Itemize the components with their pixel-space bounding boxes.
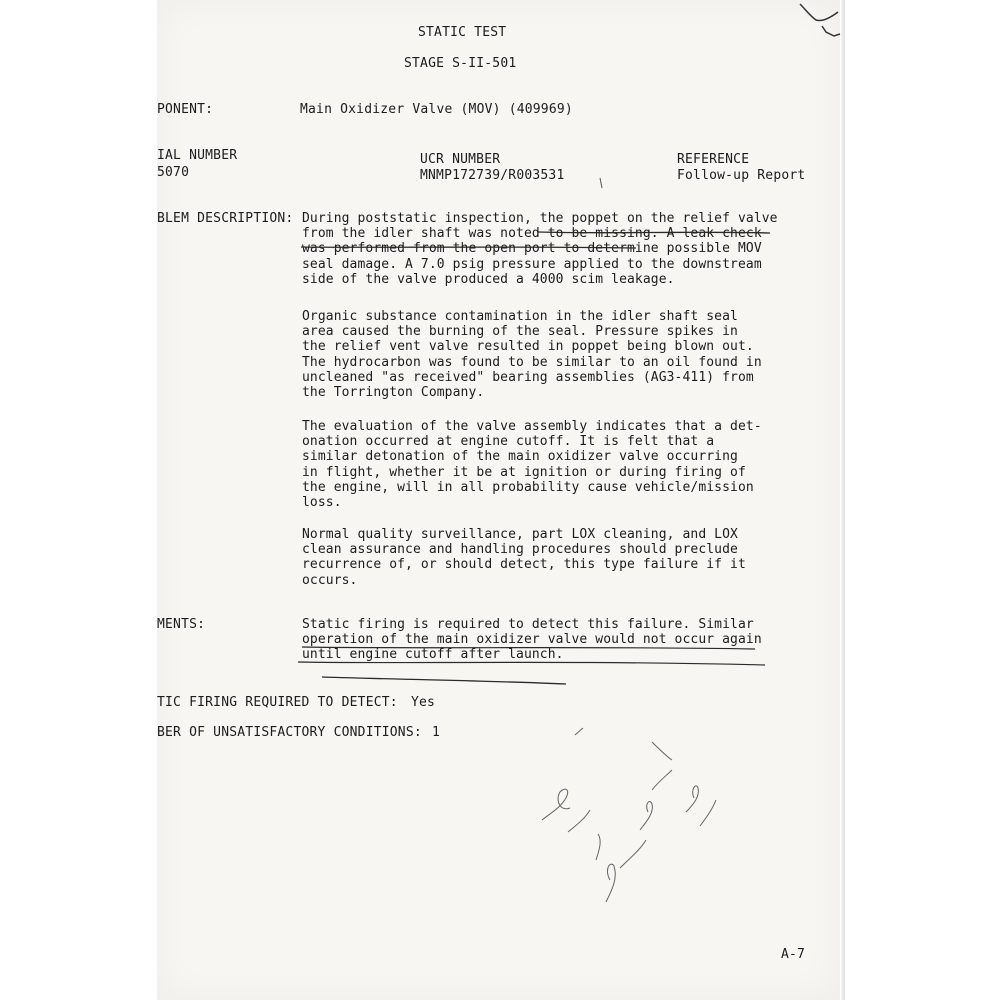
comments-text: Static firing is required to detect this failure. Similar operation of the main oxidizer valve would not occur again until engine cutoff after launch. — [302, 617, 762, 663]
header-stage: STAGE S-II-501 — [404, 56, 517, 71]
page-number: A-7 — [781, 947, 806, 962]
static-firing-label: TIC FIRING REQUIRED TO DETECT: — [157, 695, 398, 710]
underline-idler-shaft — [301, 247, 636, 248]
serial-number-value: 5070 — [157, 165, 190, 180]
header-title: STATIC TEST — [418, 25, 507, 40]
ucr-number-label: UCR NUMBER — [420, 152, 501, 167]
unsatisfactory-conditions-label: BER OF UNSATISFACTORY CONDITIONS: — [157, 725, 422, 740]
underline-relief-valve — [538, 232, 770, 233]
problem-paragraph-2: Organic substance contamination in the idler shaft seal area caused the burning of the seal. Pressure spikes in the relief vent valve resulted in poppet being blown out. The hydrocarbon was found to be similar to an oil found in uncleaned "as received" bearing assemblies (AG3-411) from the Torrington Company. — [302, 309, 762, 401]
ucr-number-value: MNMP172739/R003531 — [420, 168, 565, 183]
underline-comment-line-3 — [298, 662, 765, 665]
problem-paragraph-1: During poststatic inspection, the poppet on the relief valve from the idler shaft was noted to be missing. A leak check was performed from the open port to determine possible MOV seal damage. A 7.0 psig pressure applied to the downstream side of the valve produced a 4000 scim leakage. — [302, 211, 778, 287]
pencil-signature — [542, 728, 716, 902]
reference-value: Follow-up Report — [677, 168, 806, 183]
component-label: PONENT: — [157, 102, 214, 117]
unsatisfactory-conditions-value: 1 — [432, 725, 441, 740]
binder-clip-mark — [800, 4, 840, 36]
static-firing-value: Yes — [411, 695, 436, 710]
underline-comment-line-2 — [302, 647, 755, 649]
underline-comment-extra — [322, 677, 566, 684]
component-value: Main Oxidizer Valve (MOV) (409969) — [300, 102, 573, 117]
problem-description-label: BLEM DESCRIPTION: — [157, 211, 294, 226]
reference-label: REFERENCE — [677, 152, 750, 167]
serial-number-label: IAL NUMBER — [157, 148, 238, 163]
problem-paragraph-3: The evaluation of the valve assembly indicates that a det- onation occurred at engine cutoff. It is felt that a similar detonation of the main oxidizer valve occurring in flight, whether it be at ignition or during firing of the engine, will in all probability cause vehicle/mission loss. — [302, 419, 762, 511]
margin-hook-mark — [600, 178, 602, 188]
problem-paragraph-4: Normal quality surveillance, part LOX cleaning, and LOX clean assurance and handling procedures should preclude recurrence of, or should detect, this type failure if it occurs. — [302, 527, 746, 588]
comments-label: MENTS: — [157, 617, 206, 632]
